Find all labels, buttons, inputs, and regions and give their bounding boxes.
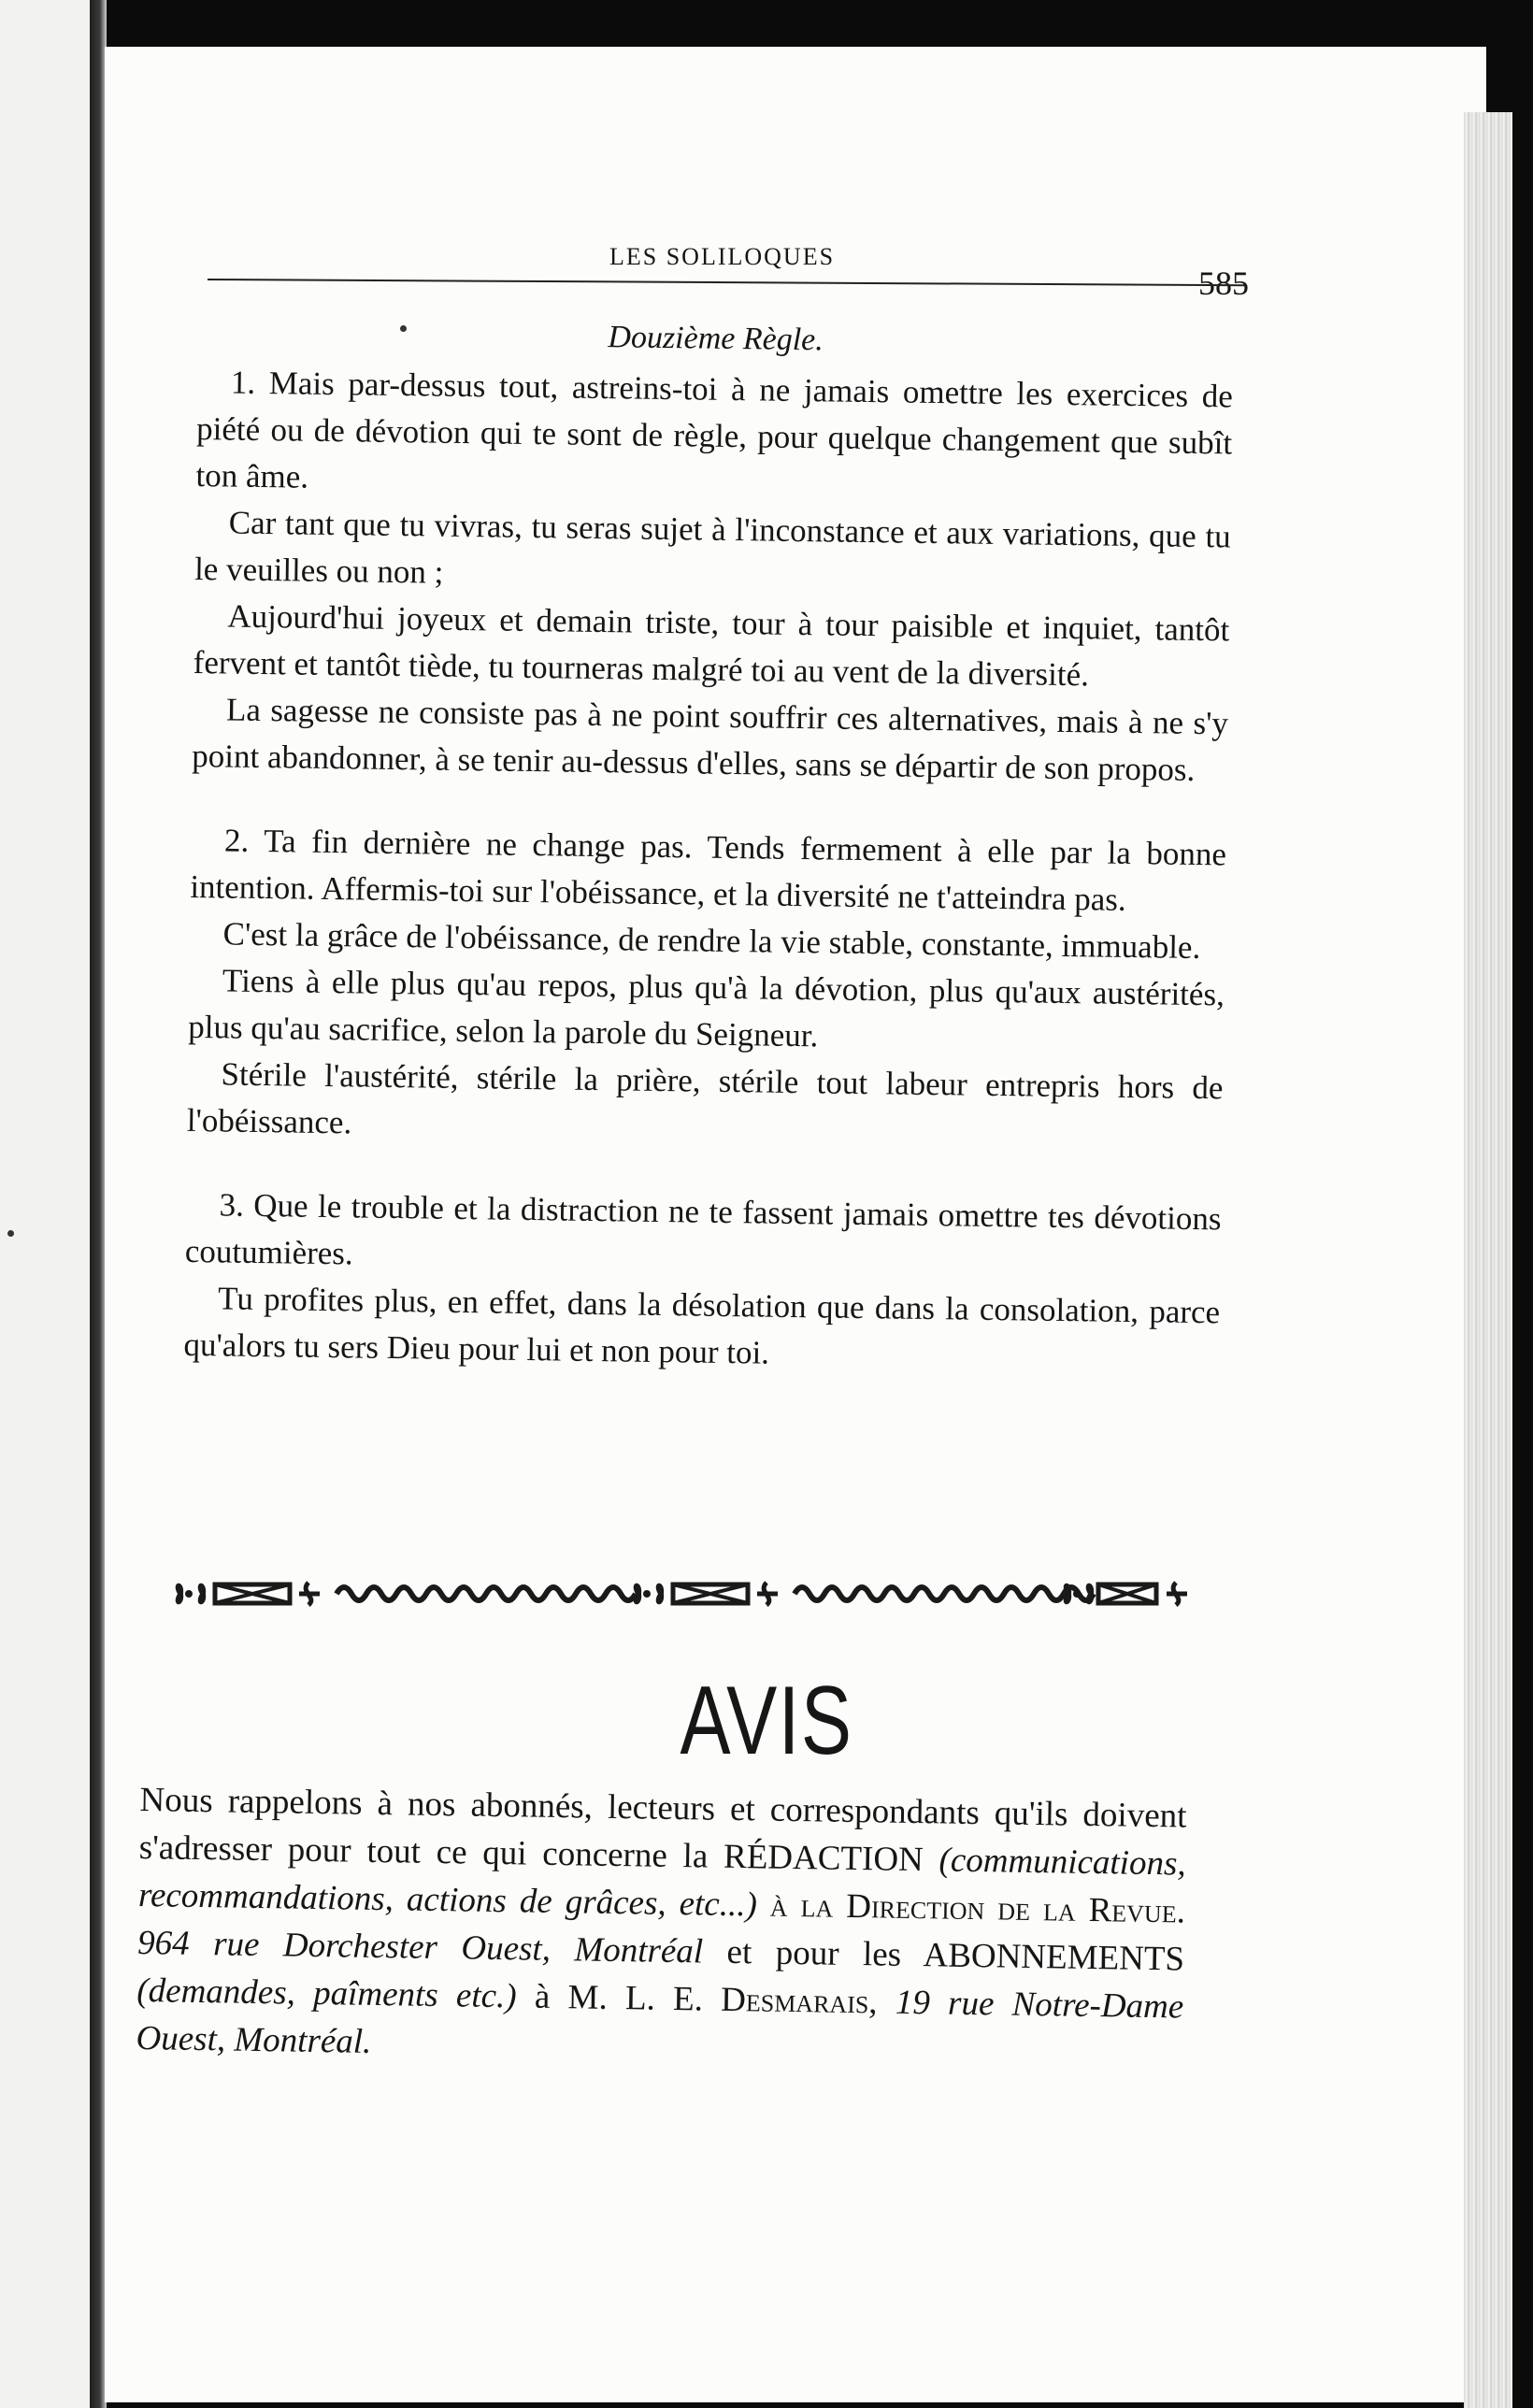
page-number: 585 (1198, 265, 1249, 302)
to-person: à M. L. E. (534, 1977, 704, 2019)
paragraph: 1. Mais par-dessus tout, astreins-toi à ne jamais omettre les exercices de piété ou de dévotion qui te sont de règle, pour quelque changement que subît ton âme. (195, 364, 1234, 495)
direction: Direction de la Revue. (846, 1886, 1186, 1931)
direction-address: 964 rue Dorchester Ouest, Montréal (136, 1923, 704, 1971)
person-address: 19 rue Notre-Dame Ouest, Montréal. (136, 1983, 1184, 2061)
paragraph: La sagesse ne consiste pas à ne point souffrir ces alternatives, mais à ne s'y point abandonner, à se tenir au-dessus d'elles, sans se départir de son propos. (192, 691, 1229, 788)
section-title: Douzième Règle. (608, 320, 824, 358)
notice-intro: Nous rappelons à nos abonnés, lecteurs et correspondants qu'ils doivent s'adresser pour tout ce qui concerne la RÉDACTION (138, 1780, 1187, 1880)
paragraph: Tiens à elle plus qu'au repos, plus qu'à la dévotion, plus qu'aux austérités, plus qu'au sacrifice, selon la parole du Seigneur. (187, 962, 1225, 1054)
subscription-items: (demandes, paîments etc.) (136, 1971, 518, 2016)
paragraph: Aujourd'hui joyeux et demain triste, tour à tour paisible et inquiet, tantôt fervent et tantôt tiède, tu tourneras malgré toi au vent de la diversité. (193, 597, 1230, 694)
paragraph: Tu profites plus, en effet, dans la désolation que dans la consolation, parce qu'alors tu sers Dieu pour lui et non pour toi. (183, 1280, 1221, 1371)
paragraph: Stérile l'austérité, stérile la prière, stérile tout labeur entrepris hors de l'obéissance. (186, 1055, 1224, 1141)
page-stack-edge (1464, 112, 1512, 2408)
subscriptions-label: et pour les ABONNEMENTS (726, 1932, 1185, 1979)
paragraph: C'est la grâce de l'obéissance, de rendre la vie stable, constante, immuable. (222, 915, 1201, 967)
paragraph: 2. Ta fin dernière ne change pas. Tends fermement à elle par la bonne intention. Affermis-toi sur l'obéissance, et la diversité ne t'atteindra pas. (190, 822, 1227, 918)
person-name: Desmarais, (720, 1980, 878, 2022)
notice-body (136, 1776, 1187, 2079)
to-label: à la (769, 1885, 834, 1926)
notice-title: AVIS (680, 1667, 853, 1775)
main-text (183, 308, 1234, 1383)
running-title: LES SOLILOQUES (609, 243, 836, 270)
paragraph: Car tant que tu vivras, tu seras sujet à l'inconstance et aux variations, que tu le veuilles ou non ; (193, 504, 1231, 591)
facing-page-edge (0, 0, 98, 2408)
ornamental-divider (159, 1573, 1196, 1614)
redaction-items: (communications, recommandations, actions de grâces, etc...) (137, 1841, 1186, 1925)
ink-speck (7, 1230, 14, 1237)
paragraph: 3. Que le trouble et la distraction ne te fassent jamais omettre tes dévotions coutumières. (184, 1186, 1222, 1272)
